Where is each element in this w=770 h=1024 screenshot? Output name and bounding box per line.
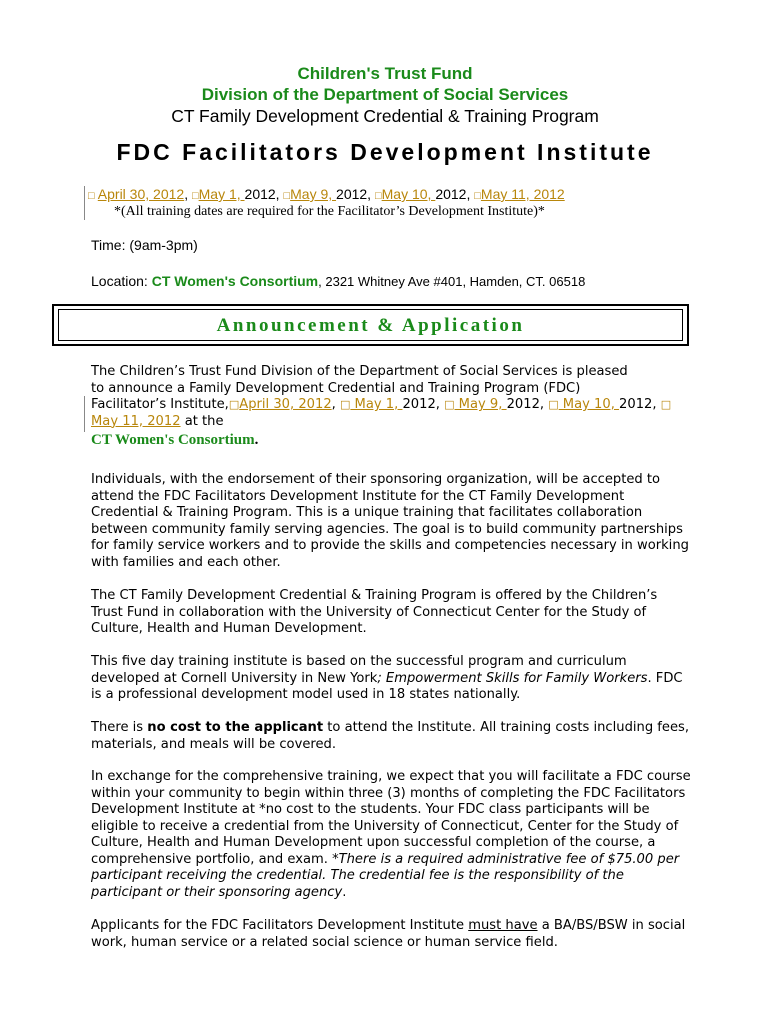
date-link-may10[interactable]: May 10, [381,186,436,202]
announcement-heading: Announcement & Application [58,309,683,341]
date-link-may1[interactable]: May 1, [350,397,403,412]
header-division: Division of the Department of Social Services [201,85,569,104]
location-line [91,273,585,289]
paragraph-cost: There is no cost to the applicant to attend the Institute. All training costs including fees, materials, and meals will be covered. [91,720,689,752]
location-venue: CT Women's Consortium [151,273,319,289]
bullet-icon: □ [88,190,95,202]
dates-note: *(All training dates are required for the Facilitator’s Development Institute)* [114,204,545,219]
date-link-may9[interactable]: May 9, [454,397,507,412]
paragraph-program: The CT Family Development Credential & Training Program is offered by the Children’s Trust Fund in collaboration with the University of Connecticut Center for the Study of Culture, Health and Human Development. [91,588,658,636]
paragraph-curriculum: This five day training institute is based on the successful program and curriculum developed at Cornell University in New York; Empowerment Skills for Family Workers. FDC is a professional development model used in 18 states nationally. [91,654,683,702]
date-link-apr30[interactable]: April 30, 2012 [239,397,332,412]
location-address: , 2321 Whitney Ave #401, Hamden, CT. 06518 [318,274,586,289]
date-link-may9[interactable]: May 9, [290,186,337,202]
intro-line: May 11, 2012 at the [91,413,224,429]
separator: , [184,186,192,202]
date-link-may11[interactable]: May 11, 2012 [480,186,565,202]
date-link-may11[interactable]: May 11, 2012 [91,413,181,429]
header-program: CT Family Development Credential & Training Program [171,106,599,126]
date-link-may1[interactable]: May 1, [198,186,245,202]
page-title: FDC Facilitators Development Institute [116,139,654,165]
bullet-icon: □ [474,190,481,202]
dates-line [88,186,565,202]
bullet-icon: □ [548,398,559,411]
intro-venue: CT Women's Consortium. [91,432,259,448]
bullet-icon: □ [660,398,672,411]
paragraph-endorsement: Individuals, with the endorsement of their sponsoring organization, will be accepted to attend the FDC Facilitators Development Institute for the CT Family Development Credential & Training Program. This is a unique training that facilitates collaboration between community family serving agencies. The goal is to build community partnerships for family service workers and to provide the skills and competencies necessary in working with families and each other. [91,472,689,570]
header-org: Children's Trust Fund [297,64,473,83]
location-label: Location: [91,273,152,289]
paragraph-requirements: Applicants for the FDC Facilitators Development Institute must have a BA/BS/BSW in social work, human service or a related social science or human service field. [91,918,686,950]
bullet-icon: □ [191,190,199,202]
date-tail: 2012, [244,186,284,202]
bullet-icon: □ [283,190,291,202]
intro-line: The Children’s Trust Fund Division of the Department of Social Services is pleased [91,364,628,379]
date-link-apr30[interactable]: April 30, 2012 [97,186,185,202]
intro-line: Facilitator’s Institute,□April 30, 2012, □ May 1, 2012, □ May 9, 2012, □ May 10, 2012, □ [91,397,672,412]
bullet-icon: □ [228,398,240,411]
bullet-icon: □ [339,398,351,411]
intro-paragraph [91,364,691,430]
bullet-icon: □ [444,398,455,411]
intro-line: to announce a Family Development Credential and Training Program (FDC) [91,380,581,396]
revision-bar [84,396,85,432]
date-link-may10[interactable]: May 10, [558,397,620,412]
bullet-icon: □ [374,190,382,202]
date-tail: 2012, [336,186,375,202]
time-line: Time: (9am-3pm) [91,237,198,253]
paragraph-exchange: In exchange for the comprehensive training, we expect that you will facilitate a FDC course within your community to begin within three (3) months of completing the FDC Facilitators Development Institute at *no cost to the students. Your FDC class participants will be eligible to receive a credential from the University of Connecticut, Center for the Study of Culture, Health and Human Development upon successful completion of the course, a comprehensive portfolio, and exam. *There is a required administrative fee of $75.00 per participant receiving the credential. The credential fee is the responsibility of the participant or their sponsoring agency. [91,769,691,900]
revision-bar [84,186,85,220]
date-tail: 2012, [435,186,475,202]
